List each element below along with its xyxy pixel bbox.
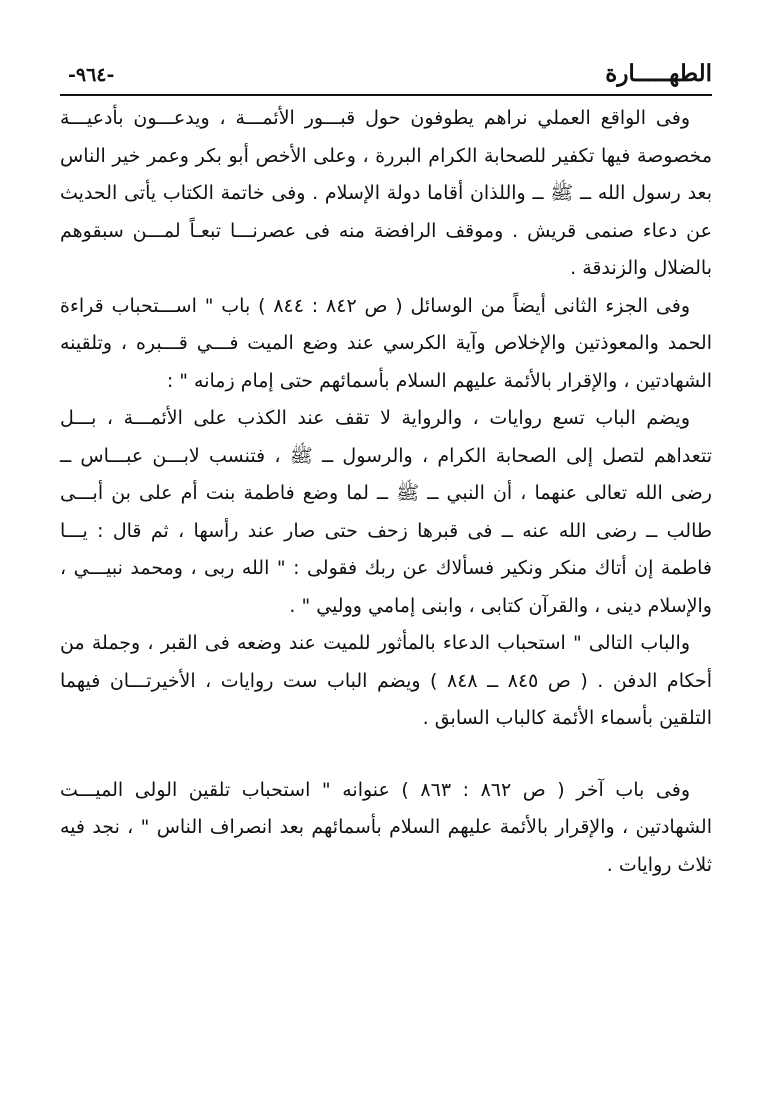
- paragraph: وفى باب آخر ( ص ٨٦٢ : ٨٦٣ ) عنوانه " استحباب تلقين الولى الميـــت الشهادتين ، والإقرار بالأئمة عليهم السلام بأسمائهم بعد انصراف الناس " ، نجد فيه ثلاث روايات .: [60, 778, 712, 876]
- running-title: الطهـــــارة: [605, 60, 712, 87]
- paragraph: ويضم الباب تسع روايات ، والرواية لا تقف عند الكذب على الأئمـــة ، بـــل تتعداهم لتصل إلى الصحابة الكرام ، والرسول ــ ﷺ ، فتنسب لابـــن عبـــاس ــ رضى الله تعالى عنهما ، أن النبي ــ ﷺ ــ لما وضع فاطمة بنت أم على بن أبـــى طالب ــ رضى الله عنه ــ فى قبرها زحف حتى صار عند رأسها ، ثم قال : يـــا فاطمة إن أتاك منكر ونكير فسألاك عن ربك فقولى : " الله ربى ، ومحمد نبيـــي ، والإسلام دينى ، والقرآن كتابى ، وابنى إمامي ووليي " .: [60, 407, 712, 617]
- body-text: [60, 100, 712, 884]
- paragraph: وفى الجزء الثانى أيضاً من الوسائل ( ص ٨٤٢ : ٨٤٤ ) باب " اســـتحباب قراءة الحمد والمعوذتين والإخلاص وآية الكرسي عند وضع الميت فـــي قـــبره ، وتلقينه الشهادتين ، والإقرار بالأئمة عليهم السلام بأسمائهم حتى إمام زمانه " :: [60, 294, 712, 392]
- paragraph: والباب التالى " استحباب الدعاء بالمأثور للميت عند وضعه فى القبر ، وجملة من أحكام الدفن . ( ص ٨٤٥ ــ ٨٤٨ ) ويضم الباب ست روايات ، الأخيرتـــان فيهما التلقين بأسماء الأئمة كالباب السابق .: [60, 632, 713, 729]
- page-header: [60, 60, 712, 96]
- page-number: -٩٦٤-: [68, 64, 115, 86]
- paragraph: وفى الواقع العملي نراهم يطوفون حول قبـــور الأئمـــة ، ويدعـــون بأدعيـــة مخصوصة فيها تكفير للصحابة الكرام البررة ، وعلى الأخص أبو بكر وعمر خير الناس بعد رسول الله ــ ﷺ ــ واللذان أقاما دولة الإسلام . وفى خاتمة الكتاب يأتى الحديث عن دعاء صنمى قريش . وموقف الرافضة منه فى عصرنـــا تبعـاً لمـــن سبقوهم بالضلال والزندقة .: [60, 107, 712, 279]
